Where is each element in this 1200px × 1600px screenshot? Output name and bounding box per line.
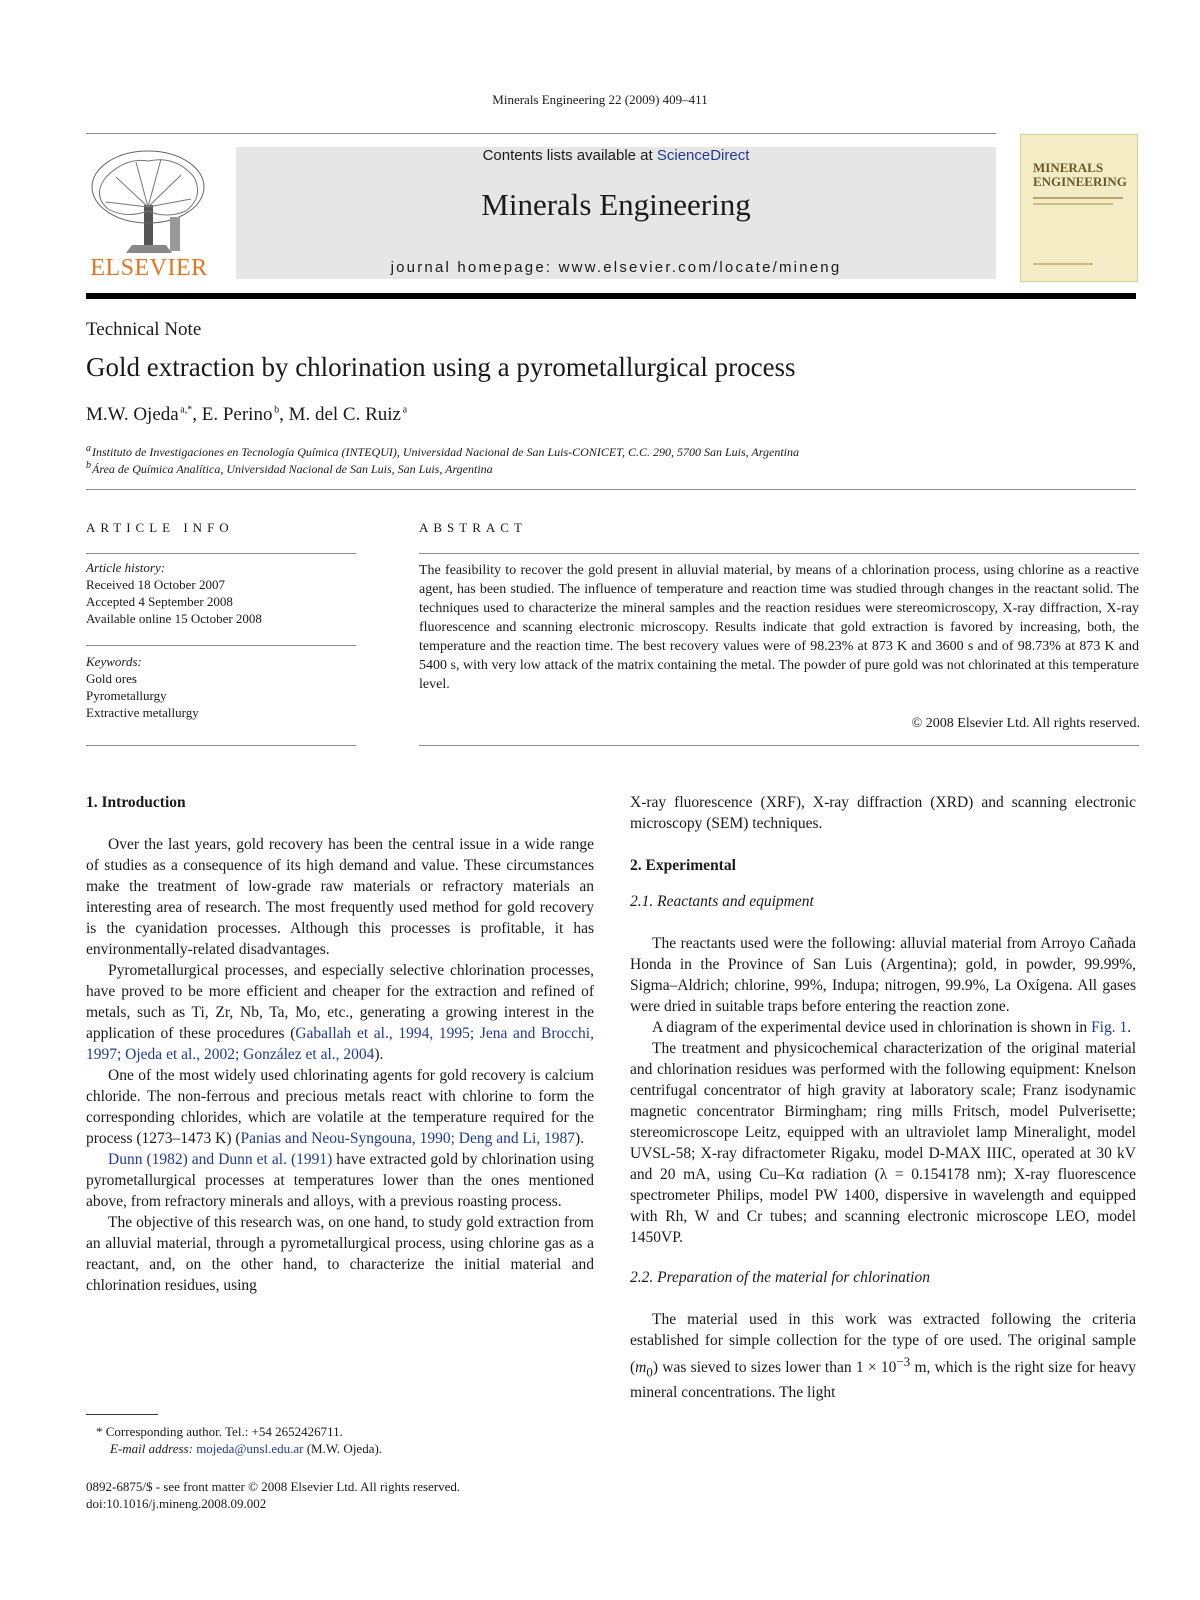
cover-line bbox=[1033, 197, 1123, 199]
author-sup: a,* bbox=[180, 404, 193, 416]
elsevier-wordmark: ELSEVIER bbox=[90, 255, 208, 281]
running-head: Minerals Engineering 22 (2009) 409–411 bbox=[492, 92, 708, 107]
paragraph bbox=[630, 1309, 1136, 1403]
history-item: Received 18 October 2007 bbox=[86, 577, 225, 592]
issn-line: 0892-6875/$ - see front matter © 2008 Elsevier Ltd. All rights reserved. bbox=[86, 1479, 461, 1494]
subsection-heading: 2.2. Preparation of the material for chlorination bbox=[630, 1269, 930, 1286]
citation-link[interactable]: Panias and Neou-Syngouna, 1990; Deng and Li, 1987 bbox=[240, 1130, 576, 1147]
left-column bbox=[86, 792, 594, 1296]
paragraph bbox=[86, 1065, 594, 1149]
text-run: have extracted gold by chlorination using pyrometallurgical processes at temperatures lower than the ones mentioned above, from refractory minerals and alloys, with a previous roasting process. bbox=[86, 1151, 594, 1210]
section-heading-introduction: 1. Introduction bbox=[86, 794, 186, 811]
affiliation-text: Área de Química Analítica, Universidad Nacional de San Luis, San Luis, Argentina bbox=[92, 462, 493, 476]
keyword: Gold ores bbox=[86, 671, 137, 686]
right-column bbox=[630, 792, 1136, 1403]
abstract-heading: ABSTRACT bbox=[419, 520, 527, 535]
math-var: m bbox=[635, 1359, 647, 1377]
text-run: A diagram of the experimental device used in chlorination is shown in bbox=[652, 1019, 1092, 1036]
article-info-rule bbox=[86, 553, 356, 554]
paragraph bbox=[86, 960, 594, 1065]
text-run: ) was sieved to sizes lower than 1 × 10 bbox=[652, 1359, 897, 1377]
keywords-rule bbox=[86, 645, 356, 646]
email-label: E-mail address: bbox=[110, 1441, 197, 1456]
header-thick-rule bbox=[86, 293, 1136, 299]
text-run: . bbox=[1127, 1019, 1132, 1036]
paragraph bbox=[630, 1017, 1136, 1038]
text-run: The material used in this work was extracted following the criteria established for simple collection for the type of ore used. The original sample ( bbox=[630, 1311, 1136, 1377]
history-item: Accepted 4 September 2008 bbox=[86, 594, 233, 609]
paragraph: The treatment and physicochemical characterization of the original material and chlorination residues was performed with the following equipment: Knelson centrifugal concentrator of high gravity at laboratory scale; Franz isodynamic magnetic concentrator Birmingham; ring mills Fritsch, model Pulverisette; stereomicroscope Leitz, equipped with an ultraviolet lamp Mineralight, model UVSL-58; X-ray difractometer Rigaku, model D-MAX IIIC, operated at 30 kV and 20 mA, using Cu–Kα radiation (λ = 0.154178 nm); X-ray fluorescence spectrometer Philips, model PW 1400, dispersive in wavelength and equipped with Rh, W and Cr tubes; and scanning electronic microscope LEO, model 1450VP. bbox=[630, 1040, 1136, 1246]
affiliation-b bbox=[86, 460, 493, 477]
cover-title: MINERALS ENGINEERING bbox=[1033, 160, 1127, 189]
author-sup: b bbox=[274, 404, 280, 416]
elsevier-logo[interactable] bbox=[86, 147, 212, 281]
history-item: Available online 15 October 2008 bbox=[86, 611, 262, 626]
math-exp: −3 bbox=[896, 1354, 911, 1369]
article-info-bottom-rule bbox=[86, 745, 356, 746]
journal-name: Minerals Engineering bbox=[481, 187, 751, 222]
citation-link[interactable]: Gaballah et al., 1994, 1995; Jena and Brocchi, 1997; Ojeda et al., 2002; González et al., 2004 bbox=[86, 1025, 594, 1063]
journal-homepage[interactable]: journal homepage: www.elsevier.com/locate/mineng bbox=[390, 259, 842, 276]
paragraph: The objective of this research was, on one hand, to study gold extraction from an alluvial material, through a pyrometallurgical process, using chlorine gas as a reactant, and, on the other hand, to characterize the initial material and chlorination residues, using bbox=[86, 1214, 594, 1294]
keyword: Extractive metallurgy bbox=[86, 705, 199, 720]
section-type: Technical Note bbox=[86, 319, 202, 340]
text-run: ). bbox=[575, 1130, 585, 1147]
cover-line bbox=[1033, 203, 1113, 205]
email-note bbox=[110, 1440, 382, 1457]
title-rule bbox=[86, 489, 1136, 490]
doi-line[interactable]: doi:10.1016/j.mineng.2008.09.002 bbox=[86, 1496, 267, 1511]
affiliation-sup: b bbox=[86, 460, 91, 471]
abstract-text: The feasibility to recover the gold present in alluvial material, by means of a chlorination process, using chlorine as a reactive agent, has been studied. The influence of temperature and reaction time was studied through changes in the reactant solid. The techniques used to characterize the mineral samples and the reaction residues were stereomicroscopy, X-ray diffraction, X-ray fluorescence and scanning electronic microscopy. Results indicate that gold extraction is favored by increasing, both, the temperature and the reaction time. The best recovery values were of 98.23% at 873 K and 3600 s and of 98.73% at 873 K and 5400 s, with very low attack of the matrix containing the metal. The powder of pure gold was not chlorinated at this temperature level. bbox=[419, 563, 1139, 692]
email-suffix: (M.W. Ojeda). bbox=[303, 1441, 383, 1456]
abstract-bottom-rule bbox=[419, 745, 1139, 746]
keywords-label: Keywords: bbox=[86, 654, 142, 669]
article-history bbox=[86, 559, 356, 627]
keyword: Pyrometallurgy bbox=[86, 688, 167, 703]
text-run: Pyrometallurgical processes, and especially selective chlorination processes, have proved to be more efficient and cheaper for the extraction and refined of metals, such as Ti, Zr, Nb, Ta, Mo, etc., generating a growing interest in the application of these procedures ( bbox=[86, 962, 594, 1042]
contents-line bbox=[236, 147, 996, 164]
contents-prefix: Contents lists available at bbox=[482, 147, 657, 164]
header-rule bbox=[86, 133, 996, 134]
keywords bbox=[86, 653, 356, 721]
article-info-heading: ARTICLE INFO bbox=[86, 520, 234, 535]
journal-banner bbox=[236, 147, 996, 279]
text-run: One of the most widely used chlorinating agents for gold recovery is calcium chloride. The non-ferrous and precious metals react with chlorine to form the corresponding chlorides, which are volatile at the temperature required for the process (1273–1473 K) ( bbox=[86, 1067, 594, 1147]
cover-line bbox=[1033, 263, 1093, 265]
math-sub: 0 bbox=[646, 1364, 653, 1380]
article-title: Gold extraction by chlorination using a pyrometallurgical process bbox=[86, 352, 796, 382]
author-name[interactable]: E. Perino bbox=[201, 404, 273, 425]
sciencedirect-link[interactable]: ScienceDirect bbox=[656, 147, 750, 164]
journal-cover-image[interactable] bbox=[1020, 134, 1138, 282]
section-heading-experimental: 2. Experimental bbox=[630, 857, 736, 874]
author-list: M.W. Ojeda $^{a,*}$, E. Perino $^b$, M. del C. Ruiz $^a$ bbox=[86, 404, 408, 425]
paragraph: The reactants used were the following: alluvial material from Arroyo Cañada Honda in the Province of San Luis (Argentina); gold, in powder, 99.99%, Sigma–Aldrich; chlorine, 99%, Indupa; nitrogen, 99.9%, La Oxígena. All gases were dried in suitable traps before entering the reaction zone. bbox=[630, 935, 1136, 1015]
abstract-copyright: © 2008 Elsevier Ltd. All rights reserved. bbox=[911, 716, 1140, 731]
text-run: ). bbox=[374, 1046, 384, 1063]
footnote-rule bbox=[86, 1414, 158, 1415]
text-run: m, which is the right size for heavy mineral concentrations. The light bbox=[630, 1359, 1136, 1402]
author-name[interactable]: M.W. Ojeda bbox=[86, 404, 179, 425]
email-link[interactable]: mojeda@unsl.edu.ar bbox=[196, 1441, 304, 1456]
subsection-heading: 2.1. Reactants and equipment bbox=[630, 893, 814, 910]
affiliation-text: Instituto de Investigaciones en Tecnología Química (INTEQUI), Universidad Nacional de San Luis-CONICET, C.C. 290, 5700 San Luis, Argentina bbox=[92, 445, 799, 459]
citation-link[interactable]: Dunn (1982) and Dunn et al. (1991) bbox=[108, 1151, 333, 1168]
author-sup: a bbox=[402, 404, 408, 416]
corresponding-author-note: * Corresponding author. Tel.: +54 2652426711. bbox=[96, 1424, 343, 1439]
affiliation-a bbox=[86, 443, 799, 460]
affiliation-sup: a bbox=[86, 443, 91, 454]
paragraph-continued: X-ray fluorescence (XRF), X-ray diffraction (XRD) and scanning electronic microscopy (SEM) techniques. bbox=[630, 794, 1136, 832]
paragraph: Over the last years, gold recovery has been the central issue in a wide range of studies as a consequence of its high demand and value. These circumstances make the treatment of low-grade raw materials or refractory materials an interesting area of research. The most frequently used method for gold recovery is the cyanidation processes. Although this processes is profitable, it has environmentally-related disadvantages. bbox=[86, 836, 594, 958]
history-label: Article history: bbox=[86, 560, 166, 575]
author-name[interactable]: M. del C. Ruiz bbox=[288, 404, 401, 425]
figure-link[interactable]: Fig. 1 bbox=[1091, 1019, 1128, 1036]
paragraph bbox=[86, 1149, 594, 1212]
abstract-rule bbox=[419, 553, 1139, 554]
